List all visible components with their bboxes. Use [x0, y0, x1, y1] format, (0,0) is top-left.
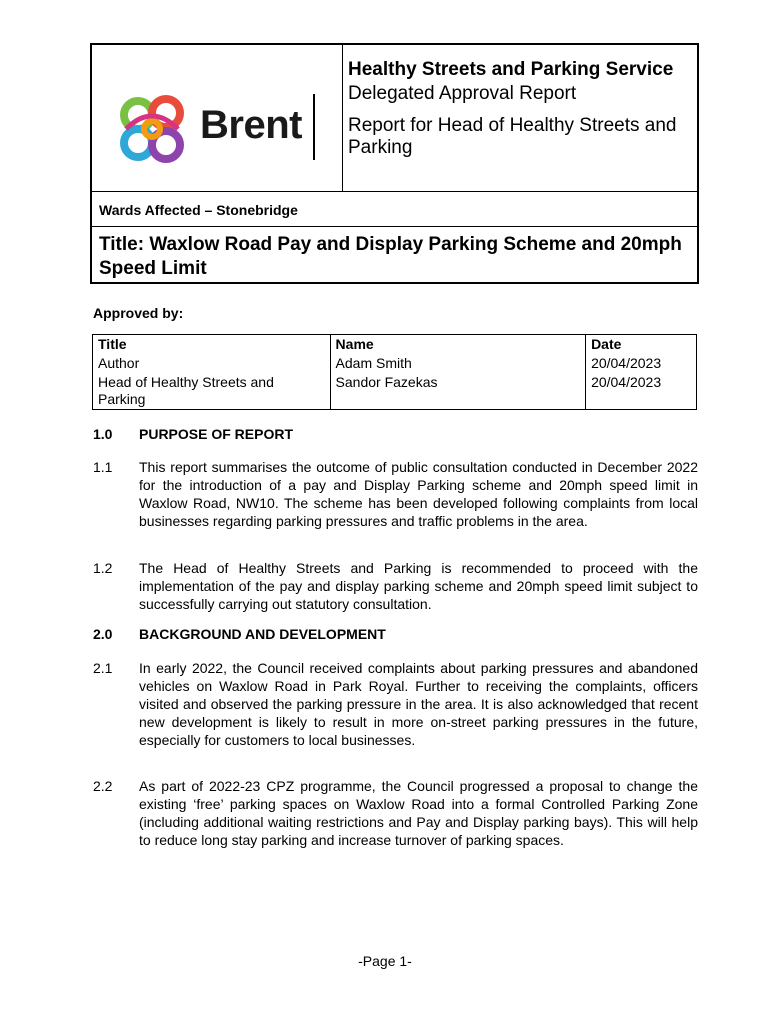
section-number: 2.0 [93, 626, 113, 642]
wards-affected: Wards Affected – Stonebridge [99, 202, 298, 218]
paragraph-number: 2.2 [93, 778, 113, 794]
paragraph-text: The Head of Healthy Streets and Parking is recommended to proceed with the implementation of the pay and display parking scheme and 20mph speed limit subject to successfully carrying out statutory consultation. [139, 560, 698, 612]
service-block [348, 59, 688, 159]
col-header-date: Date [586, 335, 697, 355]
table-row [93, 373, 697, 410]
section-heading: BACKGROUND AND DEVELOPMENT [139, 626, 386, 642]
wards-row [92, 191, 697, 227]
approved-by-label: Approved by: [93, 305, 184, 321]
logo-cell [92, 45, 343, 191]
paragraph-text: This report summarises the outcome of public consultation conducted in December 2022 for the introduction of a pay and Display Parking scheme and 20mph speed limit in Waxlow Road, NW10. The scheme has been developed following complaints from local businesses regarding parking pressures and traffic problems in the area. [139, 459, 698, 529]
col-header-name: Name [330, 335, 586, 355]
cell-name: Adam Smith [330, 354, 586, 373]
report-for: Report for Head of Healthy Streets and Parking [348, 115, 677, 158]
approval-table [92, 334, 697, 410]
report-type: Delegated Approval Report [348, 83, 577, 104]
cell-date: 20/04/2023 [586, 354, 697, 373]
brent-logo-icon [116, 93, 190, 167]
paragraph-number: 1.2 [93, 560, 113, 576]
section-number: 1.0 [93, 426, 113, 442]
paragraph-text: As part of 2022-23 CPZ programme, the Council progressed a proposal to change the existing ‘free’ parking spaces on Waxlow Road into a formal Controlled Parking Zone (including additional waiting restrictions and Pay and Display parking bays). This will help to reduce long stay parking and increase turnover of parking spaces. [139, 778, 698, 848]
cell-date: 20/04/2023 [586, 373, 697, 410]
logo-divider [313, 94, 315, 160]
report-title: Title: Waxlow Road Pay and Display Parking Scheme and 20mph Speed Limit [99, 234, 682, 279]
page-number: -Page 1- [358, 953, 412, 969]
cell-name: Sandor Fazekas [330, 373, 586, 410]
table-row [93, 354, 697, 373]
service-name: Healthy Streets and Parking Service [348, 59, 674, 80]
paragraph-number: 2.1 [93, 660, 113, 676]
header-box [90, 43, 699, 284]
paragraph-number: 1.1 [93, 459, 113, 475]
brand-name: Brent [200, 103, 302, 147]
col-header-title: Title [93, 335, 331, 355]
cell-title: Author [93, 354, 331, 373]
paragraph-text: In early 2022, the Council received complaints about parking pressures and abandoned vehicles on Waxlow Road in Park Royal. Further to receiving the complaints, officers visited and observed the parking pressure in the area. It is also acknowledged that recent new development is likely to result in more on-street parking pressures in the future, especially for customers to local businesses. [139, 660, 698, 748]
table-header-row [93, 335, 697, 355]
section-heading: PURPOSE OF REPORT [139, 426, 294, 442]
cell-title: Head of Healthy Streets and Parking [93, 373, 331, 410]
